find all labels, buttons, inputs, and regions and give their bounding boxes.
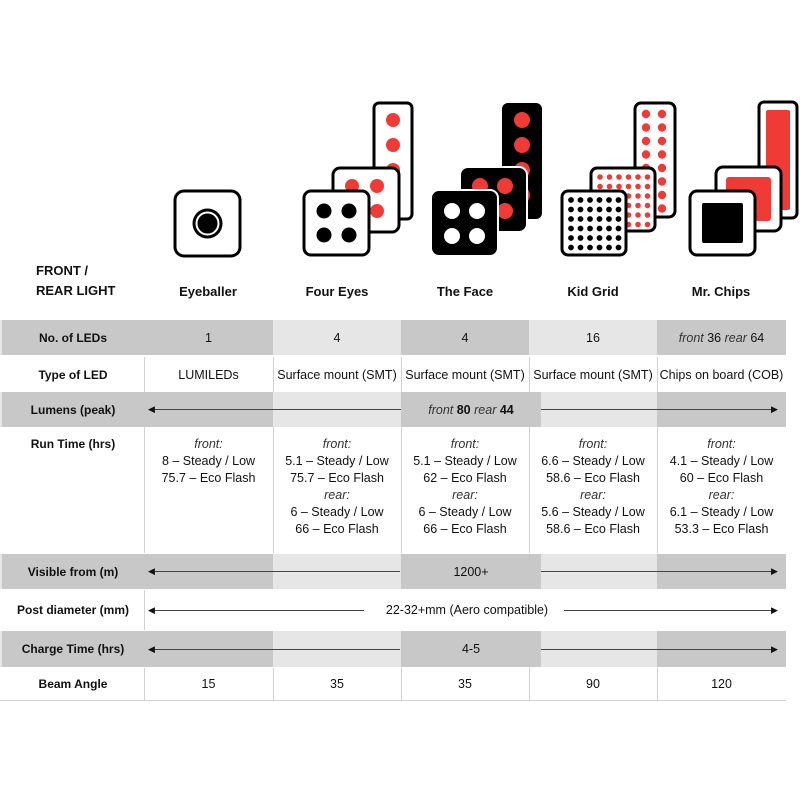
row-charge-time: Charge Time (hrs) ◀ ▶ 4-5 — [0, 631, 786, 667]
front-value: 80 — [456, 402, 471, 417]
front-eco: 75.7 – Eco Flash — [290, 471, 384, 485]
row-post-diameter: Post diameter (mm) ◀ ▶ 22-32+mm (Aero compatible) — [0, 590, 786, 630]
row-type-of-led — [0, 357, 786, 392]
header-front-rear-line2: REAR LIGHT — [36, 283, 116, 298]
front-eco: 58.6 – Eco Flash — [546, 471, 640, 485]
visible-value: 1200+ — [401, 554, 541, 589]
rear-word: rear: — [452, 488, 478, 502]
front-word: front: — [194, 437, 223, 451]
span-arrow-left — [150, 409, 416, 410]
row-label: Charge Time (hrs) — [2, 631, 144, 667]
type-the-face: Surface mount (SMT) — [405, 367, 525, 382]
beam-the-face: 35 — [458, 677, 472, 691]
runtime-kid-grid — [529, 427, 657, 553]
beam-four-eyes: 35 — [330, 677, 344, 691]
rear-word: rear: — [580, 488, 606, 502]
row-label: Beam Angle — [38, 677, 108, 691]
front-steady: 6.6 – Steady / Low — [541, 454, 645, 468]
product-kid-grid: Kid Grid — [567, 284, 619, 299]
runtime-mr-chips — [657, 427, 786, 553]
span-arrow-right — [558, 610, 777, 611]
span-arrow-right — [533, 571, 777, 572]
row-label: Visible from (m) — [2, 554, 144, 589]
span-arrow-right — [533, 649, 777, 650]
type-mr-chips: Chips on board (COB) — [659, 367, 784, 382]
span-arrow-left — [150, 571, 400, 572]
row-no-of-leds — [0, 320, 786, 355]
rear-steady: 6 – Steady / Low — [290, 505, 384, 519]
runtime-eyeballer — [144, 427, 273, 553]
the-face-light-icon — [431, 103, 542, 256]
rear-eco: 66 – Eco Flash — [423, 522, 507, 536]
front-word: front: — [322, 437, 352, 451]
row-label: Type of LED — [38, 367, 108, 382]
front-word: front — [678, 330, 704, 345]
rear-eco: 58.6 – Eco Flash — [546, 522, 640, 536]
rear-steady: 5.6 – Steady / Low — [541, 505, 645, 519]
row-lumens: Lumens (peak) ◀ ▶ front 80 rear 44 — [0, 392, 786, 427]
rear-value: 44 — [499, 402, 514, 417]
leds-the-face: 4 — [401, 320, 529, 355]
product-the-face: The Face — [436, 284, 494, 299]
span-arrow-right — [533, 409, 777, 410]
row-visible-from: Visible from (m) ◀ ▶ 1200+ — [0, 554, 786, 589]
rear-word: rear — [474, 402, 497, 417]
product-mr-chips: Mr. Chips — [691, 284, 751, 299]
span-arrow-left — [150, 610, 364, 611]
row-label: Post diameter (mm) — [16, 603, 130, 617]
runtime-four-eyes — [273, 427, 401, 553]
front-eco: 60 – Eco Flash — [679, 471, 764, 485]
beam-kid-grid: 90 — [586, 677, 600, 691]
header-front-rear-line1: FRONT / — [36, 263, 88, 278]
span-arrow-left — [150, 649, 400, 650]
type-eyeballer: LUMILEDs — [178, 367, 239, 382]
row-beam-angle — [0, 668, 786, 701]
product-eyeballer: Eyeballer — [179, 284, 237, 299]
row-label: No. of LEDs — [2, 320, 144, 355]
rear-value: 64 — [750, 330, 765, 345]
mr-chips-light-icon — [690, 102, 797, 255]
front-word: front: — [707, 437, 736, 451]
front-value: 36 — [707, 330, 722, 345]
rear-steady: 6.1 – Steady / Low — [669, 505, 774, 519]
beam-eyeballer: 15 — [201, 677, 216, 691]
four-eyes-light-icon — [304, 103, 412, 255]
rear-word: rear — [724, 330, 747, 345]
front-steady: 4.1 – Steady / Low — [669, 454, 774, 468]
row-label: Lumens (peak) — [2, 392, 144, 427]
front-steady: 5.1 – Steady / Low — [413, 454, 517, 468]
product-four-eyes: Four Eyes — [305, 284, 369, 299]
leds-four-eyes: 4 — [333, 330, 341, 345]
front-word: front: — [450, 437, 480, 451]
lumens-value — [401, 392, 541, 427]
front-steady: 8 – Steady / Low — [161, 454, 256, 468]
rear-word: rear: — [324, 488, 350, 502]
front-word: front — [428, 402, 454, 417]
post-value: 22-32+mm (Aero compatible) — [370, 590, 564, 630]
rear-eco: 66 – Eco Flash — [295, 522, 379, 536]
rear-word: rear: — [708, 488, 735, 502]
runtime-the-face — [401, 427, 529, 553]
front-eco: 62 – Eco Flash — [423, 471, 507, 485]
leds-eyeballer: 1 — [144, 320, 273, 355]
light-illustrations — [0, 0, 800, 265]
leds-mr-chips — [657, 320, 786, 355]
rear-steady: 6 – Steady / Low — [418, 505, 512, 519]
kid-grid-light-icon — [562, 103, 675, 255]
type-four-eyes: Surface mount (SMT) — [277, 367, 397, 382]
leds-kid-grid: 16 — [586, 330, 600, 345]
eyeballer-light-icon — [175, 191, 240, 256]
charge-value: 4-5 — [401, 631, 541, 667]
row-run-time — [0, 427, 786, 553]
front-word: front: — [578, 437, 608, 451]
front-eco: 75.7 – Eco Flash — [161, 471, 256, 485]
row-label: Run Time (hrs) — [30, 437, 116, 451]
type-kid-grid: Surface mount (SMT) — [533, 367, 653, 382]
beam-mr-chips: 120 — [711, 677, 732, 691]
front-steady: 5.1 – Steady / Low — [285, 454, 389, 468]
rear-eco: 53.3 – Eco Flash — [674, 522, 769, 536]
